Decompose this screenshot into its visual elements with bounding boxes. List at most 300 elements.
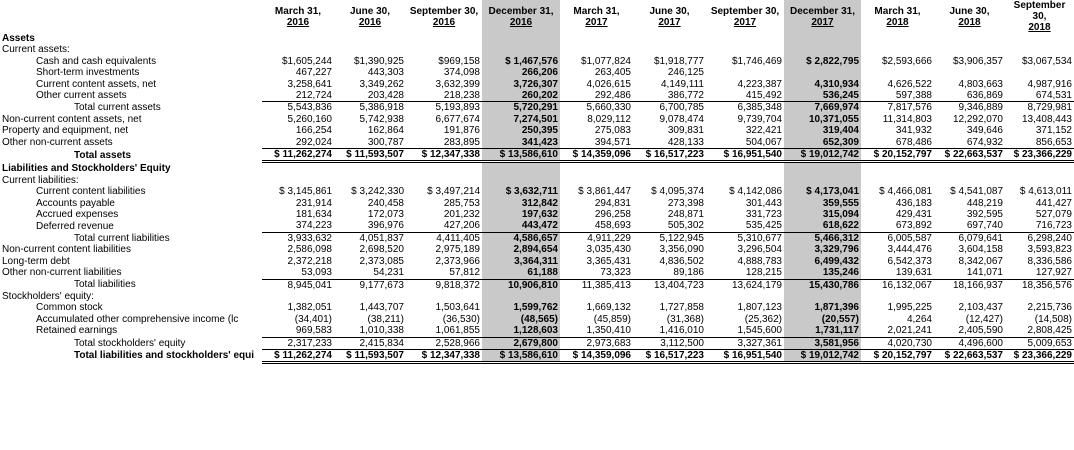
- value-cell: 127,927: [1035, 267, 1072, 279]
- value-cell: 4,836,502: [659, 255, 704, 267]
- value-cell: 505,302: [667, 220, 704, 232]
- value-cell: $ 16,951,540: [706, 149, 784, 162]
- table-row: [0, 337, 1074, 349]
- value-cell: [406, 291, 482, 302]
- value-cell: 448,219: [966, 197, 1003, 209]
- value-cell: 275,083: [594, 125, 631, 137]
- value-cell: 218,238: [443, 90, 480, 102]
- value-cell: 3,604,158: [958, 244, 1003, 256]
- value-cell: 5,310,677: [706, 232, 784, 244]
- value-cell: 322,421: [745, 125, 782, 137]
- table-row: [0, 267, 1074, 279]
- row-label: Current liabilities:: [2, 174, 79, 186]
- column-header-year: 2018: [958, 16, 981, 28]
- value-cell: 3,364,311: [482, 256, 560, 267]
- table-row: [0, 325, 1074, 337]
- value-cell: 4,888,783: [737, 255, 782, 267]
- value-cell: 2,586,098: [287, 244, 332, 256]
- value-cell: [934, 67, 1005, 78]
- value-cell: [482, 175, 560, 186]
- value-cell: 3,258,641: [287, 78, 332, 90]
- value-cell: $ 2,822,795: [784, 56, 861, 67]
- column-header: [560, 0, 633, 33]
- table-row: [0, 279, 1074, 291]
- value-cell: 9,177,673: [334, 279, 406, 291]
- value-cell: 1,871,396: [784, 302, 861, 313]
- value-cell: $ 16,517,223: [633, 349, 706, 362]
- value-cell: $ 22,663,537: [934, 349, 1005, 362]
- value-cell: 139,631: [895, 267, 932, 279]
- value-cell: 9,346,889: [934, 102, 1005, 114]
- value-cell: [1005, 33, 1074, 44]
- value-cell: 292,486: [594, 90, 631, 102]
- value-cell: $ 19,012,742: [784, 149, 861, 162]
- value-cell: [706, 44, 784, 55]
- value-cell: [784, 175, 861, 186]
- column-header: [633, 0, 706, 33]
- value-cell: $ 3,497,214: [427, 186, 480, 198]
- value-cell: (20,557): [784, 314, 861, 325]
- value-cell: 8,029,112: [587, 113, 631, 125]
- value-cell: (31,368): [666, 313, 704, 325]
- value-cell: 89,186: [673, 267, 704, 279]
- row-label: Total current assets: [74, 102, 161, 114]
- column-header-period: September 30,: [710, 5, 780, 17]
- column-header: [1005, 0, 1074, 33]
- table-row: [0, 232, 1074, 244]
- value-cell: 141,071: [966, 267, 1003, 279]
- value-cell: 856,653: [1035, 136, 1072, 148]
- value-cell: 13,408,443: [1021, 113, 1072, 125]
- value-cell: 3,296,504: [737, 244, 782, 256]
- value-cell: $ 3,632,711: [482, 186, 560, 197]
- column-header-year: 2018: [886, 16, 909, 28]
- value-cell: 3,933,632: [262, 232, 334, 244]
- table-row: [0, 256, 1074, 267]
- value-cell: $ 3,861,447: [578, 186, 631, 198]
- value-cell: [482, 44, 560, 55]
- value-cell: [560, 44, 633, 55]
- value-cell: 11,314,803: [882, 113, 932, 125]
- value-cell: 443,303: [367, 67, 404, 79]
- value-cell: $969,158: [438, 55, 480, 67]
- row-label: Accrued expenses: [36, 209, 119, 221]
- value-cell: 300,787: [367, 136, 404, 148]
- value-cell: 673,892: [895, 220, 932, 232]
- value-cell: 73,323: [600, 267, 631, 279]
- row-label: Liabilities and Stockholders' Equity: [2, 162, 171, 174]
- table-row: [0, 291, 1074, 302]
- value-cell: $ 20,152,797: [861, 149, 934, 162]
- value-cell: 6,298,240: [1005, 232, 1074, 244]
- value-cell: 2,975,189: [435, 244, 480, 256]
- value-cell: $ 3,242,330: [351, 186, 404, 198]
- value-cell: 969,583: [295, 325, 332, 337]
- value-cell: 374,223: [295, 220, 332, 232]
- column-header-year: 2017: [733, 16, 757, 28]
- row-label: Total assets: [74, 149, 132, 161]
- row-label: Current content liabilities: [36, 186, 146, 198]
- column-header: [262, 0, 334, 33]
- value-cell: 53,093: [301, 267, 332, 279]
- value-cell: 678,486: [895, 136, 932, 148]
- value-cell: [934, 162, 1005, 175]
- value-cell: 1,669,132: [586, 302, 631, 314]
- value-cell: 285,753: [443, 197, 480, 209]
- value-cell: 443,472: [482, 220, 560, 232]
- value-cell: 3,444,476: [887, 244, 932, 256]
- value-cell: $ 3,145,861: [279, 186, 332, 198]
- value-cell: [334, 291, 406, 302]
- value-cell: 2,679,800: [482, 337, 560, 349]
- value-cell: 9,078,474: [659, 113, 704, 125]
- row-label: Short-term investments: [36, 67, 140, 79]
- value-cell: 536,245: [784, 90, 861, 102]
- row-label: Total current liabilities: [74, 232, 170, 244]
- value-cell: [334, 33, 406, 44]
- value-cell: 2,373,085: [359, 255, 404, 267]
- value-cell: 260,202: [482, 90, 560, 102]
- table-row: [0, 102, 1074, 114]
- value-cell: 11,385,413: [560, 279, 633, 291]
- value-cell: $ 22,663,537: [934, 149, 1005, 162]
- value-cell: 394,571: [594, 136, 631, 148]
- value-cell: $1,918,777: [653, 55, 704, 67]
- value-cell: (25,362): [744, 313, 782, 325]
- value-cell: $ 13,586,610: [482, 149, 560, 162]
- value-cell: 263,405: [594, 67, 631, 79]
- value-cell: 4,149,111: [660, 78, 704, 90]
- table-row: [0, 149, 1074, 162]
- value-cell: $ 13,586,610: [482, 349, 560, 362]
- value-cell: $ 14,359,096: [560, 149, 633, 162]
- value-cell: $ 14,359,096: [560, 349, 633, 362]
- value-cell: 6,499,432: [784, 256, 861, 267]
- value-cell: 441,427: [1035, 197, 1072, 209]
- value-cell: $1,746,469: [731, 55, 782, 67]
- value-cell: 535,425: [745, 220, 782, 232]
- value-cell: 4,310,934: [784, 79, 861, 90]
- column-header-year: 2016: [286, 16, 310, 28]
- value-cell: [334, 175, 406, 186]
- value-cell: [934, 291, 1005, 302]
- value-cell: 273,398: [667, 197, 704, 209]
- value-cell: 6,005,587: [861, 232, 934, 244]
- value-cell: 1,416,010: [659, 325, 704, 337]
- value-cell: 674,932: [966, 136, 1003, 148]
- column-header-period: September 30,: [1013, 0, 1066, 22]
- value-cell: 5,009,653: [1005, 337, 1074, 349]
- value-cell: $ 12,347,338: [406, 149, 482, 162]
- value-cell: 8,945,041: [262, 279, 334, 291]
- value-cell: [406, 162, 482, 175]
- value-cell: 396,976: [367, 220, 404, 232]
- row-label: Cash and cash equivalents: [36, 55, 157, 67]
- row-label: Long-term debt: [2, 255, 70, 267]
- value-cell: 4,911,229: [560, 232, 633, 244]
- value-cell: 9,739,704: [737, 113, 782, 125]
- value-cell: 240,458: [367, 197, 404, 209]
- value-cell: [560, 162, 633, 175]
- value-cell: $ 11,593,507: [334, 349, 406, 362]
- value-cell: $2,593,666: [881, 55, 932, 67]
- value-cell: [1005, 291, 1074, 302]
- value-cell: 283,895: [443, 136, 480, 148]
- value-cell: 1,128,603: [482, 325, 560, 337]
- table-row: [0, 302, 1074, 313]
- table-row: [0, 114, 1074, 125]
- value-cell: [784, 33, 861, 44]
- value-cell: 135,246: [784, 267, 861, 279]
- value-cell: [861, 67, 934, 78]
- value-cell: $ 19,012,742: [784, 349, 861, 362]
- value-cell: 392,595: [966, 209, 1003, 221]
- table-row: [0, 90, 1074, 102]
- value-cell: 5,660,330: [560, 102, 633, 114]
- value-cell: [406, 44, 482, 55]
- value-cell: [861, 162, 934, 175]
- value-cell: 10,906,810: [482, 279, 560, 291]
- row-label: Other non-current liabilities: [2, 267, 122, 279]
- value-cell: 6,700,785: [633, 102, 706, 114]
- value-cell: 203,428: [367, 90, 404, 102]
- value-cell: 458,693: [594, 220, 631, 232]
- value-cell: 250,395: [482, 125, 560, 136]
- value-cell: $ 20,152,797: [861, 349, 934, 362]
- value-cell: 8,342,067: [958, 255, 1003, 267]
- value-cell: 2,215,736: [1027, 302, 1072, 314]
- value-cell: 4,051,837: [334, 232, 406, 244]
- value-cell: [560, 175, 633, 186]
- value-cell: 292,024: [295, 136, 332, 148]
- value-cell: 1,995,225: [887, 302, 932, 314]
- value-cell: 3,593,823: [1027, 244, 1072, 256]
- table-row: [0, 314, 1074, 325]
- value-cell: [861, 291, 934, 302]
- value-cell: 6,542,373: [887, 255, 932, 267]
- value-cell: 13,404,723: [633, 279, 706, 291]
- value-cell: 319,404: [784, 125, 861, 136]
- value-cell: 618,622: [784, 220, 861, 232]
- value-cell: $ 11,593,507: [334, 149, 406, 162]
- column-header: [406, 0, 482, 33]
- value-cell: [784, 67, 861, 78]
- value-cell: $ 4,142,086: [729, 186, 782, 198]
- value-cell: 191,876: [443, 125, 480, 137]
- table-row: [0, 79, 1074, 90]
- column-header: [784, 0, 861, 33]
- row-label: Retained earnings: [36, 325, 118, 337]
- table-row: [0, 175, 1074, 186]
- value-cell: $3,067,534: [1021, 55, 1072, 67]
- value-cell: [560, 33, 633, 44]
- value-cell: [482, 291, 560, 302]
- row-label: Accumulated other comprehensive income (lc: [36, 313, 239, 325]
- value-cell: 1,545,600: [737, 325, 782, 337]
- table-row: [0, 137, 1074, 149]
- column-header-period: September 30,: [409, 5, 479, 17]
- value-cell: [633, 162, 706, 175]
- value-cell: 429,431: [895, 209, 932, 221]
- value-cell: 2,021,241: [887, 325, 932, 337]
- column-header-year: 2016: [432, 16, 456, 28]
- value-cell: $3,906,357: [952, 55, 1003, 67]
- column-header-year: 2017: [585, 16, 608, 28]
- value-cell: [633, 291, 706, 302]
- value-cell: 415,492: [745, 90, 782, 102]
- column-header: [334, 0, 406, 33]
- value-cell: [861, 175, 934, 186]
- value-cell: 162,864: [367, 125, 404, 137]
- value-cell: [406, 33, 482, 44]
- value-cell: 331,723: [745, 209, 782, 221]
- value-cell: 5,466,312: [784, 232, 861, 244]
- value-cell: 504,067: [745, 136, 782, 148]
- value-cell: 18,166,937: [934, 279, 1005, 291]
- value-cell: 6,385,348: [706, 102, 784, 114]
- value-cell: [706, 291, 784, 302]
- value-cell: 1,503,641: [435, 302, 480, 314]
- value-cell: 2,973,683: [560, 337, 633, 349]
- value-cell: 296,258: [594, 209, 631, 221]
- value-cell: 4,586,657: [482, 232, 560, 244]
- value-cell: 2,698,520: [359, 244, 404, 256]
- value-cell: [560, 291, 633, 302]
- value-cell: $ 4,095,374: [651, 186, 704, 198]
- value-cell: (38,211): [367, 313, 404, 325]
- value-cell: $ 1,467,576: [482, 56, 560, 67]
- value-cell: [1005, 44, 1074, 55]
- value-cell: $ 11,262,274: [262, 349, 334, 362]
- value-cell: 1,010,338: [359, 325, 404, 337]
- value-cell: 1,382,051: [287, 302, 332, 314]
- row-label: Assets: [2, 33, 35, 44]
- value-cell: 12,292,070: [952, 113, 1003, 125]
- value-cell: 3,726,307: [482, 79, 560, 90]
- value-cell: 2,415,834: [334, 337, 406, 349]
- value-cell: 15,430,786: [784, 279, 861, 291]
- value-cell: [706, 175, 784, 186]
- row-label: Total stockholders' equity: [74, 337, 186, 349]
- value-cell: (34,401): [294, 313, 332, 325]
- row-label: Other current assets: [36, 90, 127, 102]
- value-cell: $ 16,517,223: [633, 149, 706, 162]
- row-label: Other non-current assets: [2, 136, 113, 148]
- row-label: Stockholders' equity:: [2, 290, 94, 302]
- header-label-cell: [0, 0, 262, 33]
- column-header-year: 2016: [358, 16, 382, 28]
- value-cell: 8,336,586: [1027, 255, 1072, 267]
- value-cell: 5,543,836: [262, 102, 334, 114]
- row-label: Deferred revenue: [36, 220, 114, 232]
- value-cell: 7,669,974: [784, 102, 861, 114]
- value-cell: [334, 44, 406, 55]
- value-cell: 3,329,796: [784, 244, 861, 255]
- value-cell: 2,894,654: [482, 244, 560, 255]
- value-cell: 4,987,916: [1027, 78, 1072, 90]
- value-cell: $1,077,824: [580, 55, 631, 67]
- value-cell: $ 16,951,540: [706, 349, 784, 362]
- value-cell: 1,061,855: [435, 325, 480, 337]
- value-cell: 5,260,160: [287, 113, 332, 125]
- column-header-period: December 31,: [789, 5, 856, 17]
- value-cell: [633, 44, 706, 55]
- column-header-year: 2017: [658, 16, 681, 28]
- value-cell: 5,742,938: [359, 113, 404, 125]
- table-body: [0, 33, 1074, 363]
- value-cell: 294,831: [594, 197, 631, 209]
- value-cell: 674,531: [1035, 90, 1072, 102]
- value-cell: [633, 175, 706, 186]
- value-cell: 181,634: [295, 209, 332, 221]
- table-row: [0, 244, 1074, 255]
- value-cell: 128,215: [745, 267, 782, 279]
- value-cell: 3,632,399: [435, 78, 480, 90]
- value-cell: 4,026,615: [586, 78, 631, 90]
- value-cell: (45,859): [593, 313, 631, 325]
- value-cell: 5,720,291: [482, 102, 560, 114]
- value-cell: 3,365,431: [586, 255, 631, 267]
- value-cell: 386,772: [667, 90, 704, 102]
- row-label: Non-current content assets, net: [2, 113, 142, 125]
- value-cell: [262, 291, 334, 302]
- value-cell: 197,632: [482, 209, 560, 220]
- column-header-year: 2016: [509, 16, 533, 28]
- value-cell: 3,327,361: [706, 337, 784, 349]
- row-label: Current content assets, net: [36, 78, 157, 90]
- value-cell: 427,206: [443, 220, 480, 232]
- value-cell: 2,317,233: [262, 337, 334, 349]
- value-cell: [482, 162, 560, 175]
- row-label: Total liabilities: [74, 279, 136, 291]
- value-cell: [861, 33, 934, 44]
- column-header-period: December 31,: [488, 5, 554, 17]
- table-row: [0, 349, 1074, 362]
- value-cell: 266,206: [482, 67, 560, 78]
- value-cell: 349,646: [966, 125, 1003, 137]
- value-cell: 1,727,858: [659, 302, 704, 314]
- table-row: [0, 209, 1074, 220]
- value-cell: $1,605,244: [281, 55, 332, 67]
- value-cell: 201,232: [443, 209, 480, 221]
- value-cell: 4,223,387: [737, 78, 782, 90]
- value-cell: 309,831: [667, 125, 704, 137]
- value-cell: 716,723: [1035, 220, 1072, 232]
- value-cell: 16,132,067: [861, 279, 934, 291]
- row-label: Common stock: [36, 302, 103, 314]
- value-cell: 4,264: [906, 313, 932, 325]
- value-cell: 3,581,956: [784, 337, 861, 349]
- table-row: [0, 162, 1074, 175]
- value-cell: 597,388: [895, 90, 932, 102]
- value-cell: 9,818,372: [406, 279, 482, 291]
- column-header: [861, 0, 934, 33]
- table-row: [0, 125, 1074, 136]
- value-cell: 248,871: [667, 209, 704, 221]
- value-cell: 61,188: [482, 267, 560, 279]
- value-cell: 4,496,600: [934, 337, 1005, 349]
- value-cell: $ 4,466,081: [879, 186, 932, 198]
- value-cell: 312,842: [482, 198, 560, 209]
- column-header: [934, 0, 1005, 33]
- value-cell: 1,350,410: [586, 325, 631, 337]
- value-cell: 428,133: [667, 136, 704, 148]
- row-label: Accounts payable: [36, 197, 115, 209]
- value-cell: (12,427): [965, 313, 1003, 325]
- value-cell: 54,231: [373, 267, 404, 279]
- column-header: [482, 0, 560, 33]
- table-row: [0, 33, 1074, 44]
